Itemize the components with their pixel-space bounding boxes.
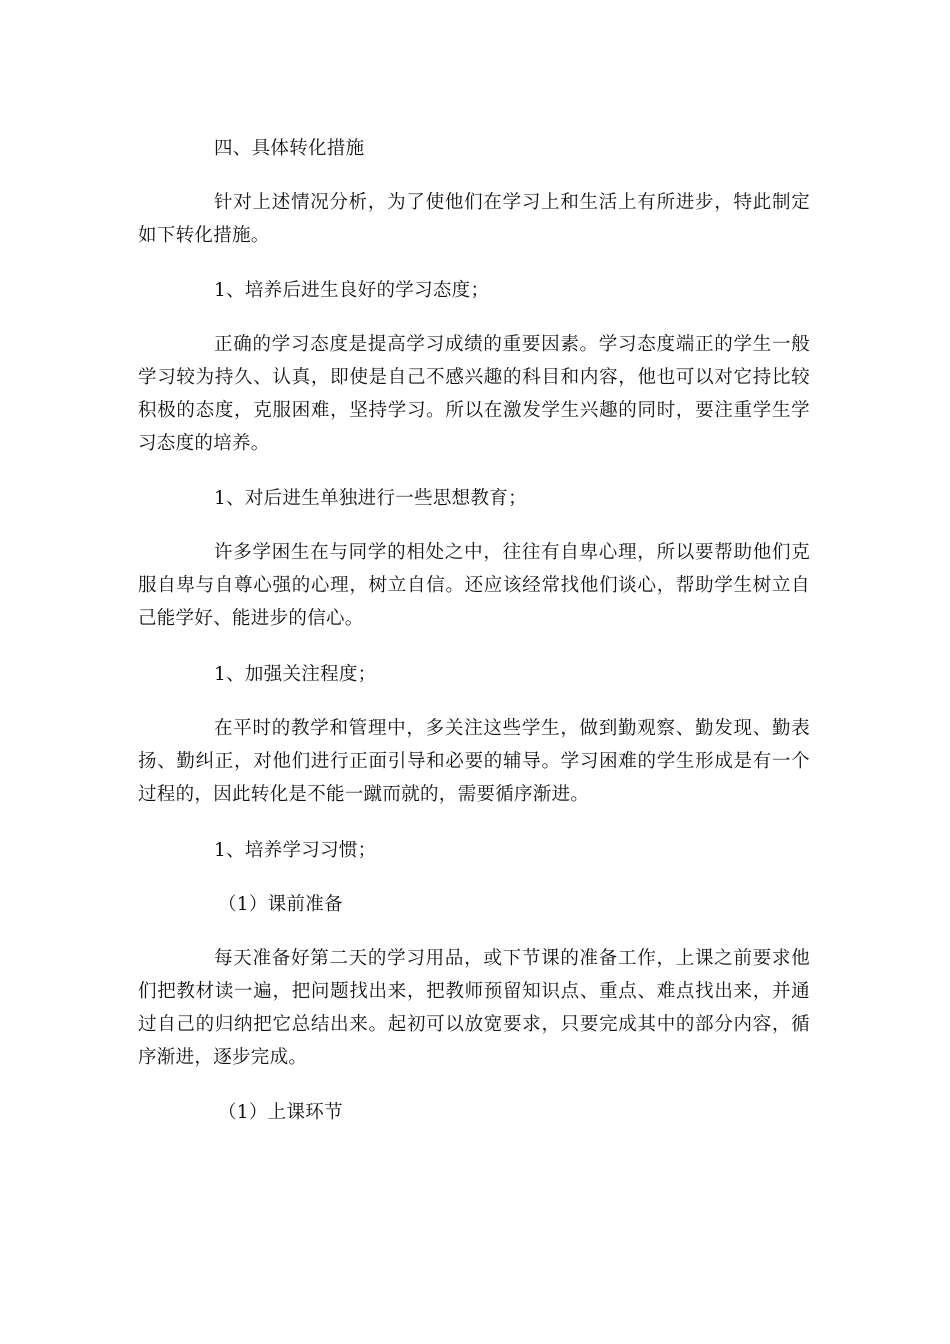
item1-body: 正确的学习态度是提高学习成绩的重要因素。学习态度端正的学生一般学习较为持久、认真，即使是自己不感兴趣的科目和内容，他也可以对它持比较积极的态度，克服困难，坚持学习。所以在激发学生兴趣的同时，要注重学生学习态度的培养。 <box>138 334 810 454</box>
sub2-title: （1）上课环节 <box>218 1102 343 1123</box>
sub1-title: （1）课前准备 <box>218 894 343 915</box>
section-heading: 四、具体转化措施 <box>214 138 365 159</box>
item1-title: 1、培养后进生良好的学习态度； <box>214 280 490 301</box>
intro-paragraph: 针对上述情况分析，为了使他们在学习上和生活上有所进步，特此制定如下转化措施。 <box>138 192 810 246</box>
sub1-body: 每天准备好第二天的学习用品，或下节课的准备工作，上课之前要求他们把教材读一遍，把问题找出来，把教师预留知识点、重点、难点找出来，并通过自己的归纳把它总结出来。起初可以放宽要求，只要完成其中的部分内容，循序渐进，逐步完成。 <box>138 948 810 1068</box>
item2-body: 许多学困生在与同学的相处之中，往往有自卑心理，所以要帮助他们克服自卑与自尊心强的心理，树立自信。还应该经常找他们谈心，帮助学生树立自己能学好、能进步的信心。 <box>138 542 810 629</box>
item3-title: 1、加强关注程度； <box>214 664 377 685</box>
item3-body: 在平时的教学和管理中，多关注这些学生，做到勤观察、勤发现、勤表扬、勤纠正，对他们进行正面引导和必要的辅导。学习困难的学生形成是有一个过程的，因此转化是不能一蹴而就的，需要循序渐进。 <box>138 718 810 805</box>
item2-title: 1、对后进生单独进行一些思想教育； <box>214 488 527 509</box>
item4-title: 1、培养学习习惯； <box>214 840 377 861</box>
